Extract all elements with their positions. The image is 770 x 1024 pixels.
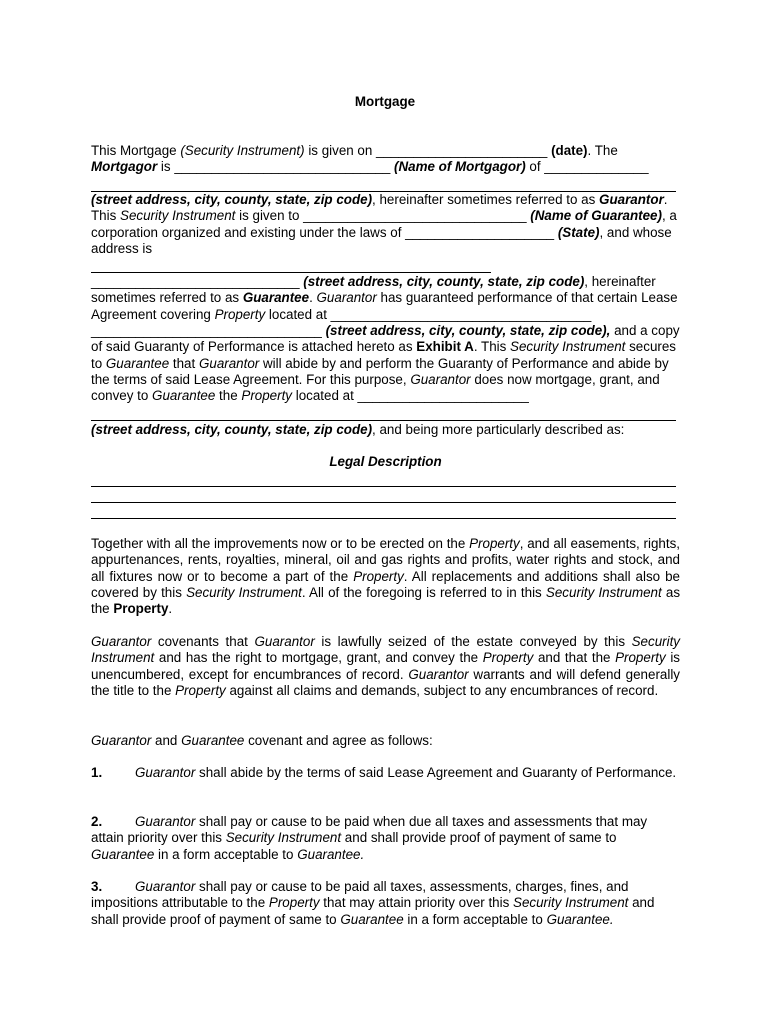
text-run: Guarantor xyxy=(254,634,315,649)
text-run: (street address, city, county, state, zip code) xyxy=(91,422,373,437)
legal-description-line xyxy=(91,518,676,519)
text-run: Property xyxy=(268,895,320,911)
text-run: Guarantee xyxy=(105,355,170,371)
exhibit-paragraph: _______________________________ (street address, city, county, state, zip code), and a copy of said Guaranty of Performance is attached hereto as Exhibit A. This Security Instrument secures to Guarantee that Guarantor will abide by and perform the Guaranty of Performance and abide by the terms of said Lease Agreement. For this purpose, Guarantor does now mortgage, grant, and convey to Guarantee the Property located at _______________________ xyxy=(91,323,680,404)
text-run: Guarantor xyxy=(91,634,152,649)
text-run: Guarantee xyxy=(152,388,216,404)
text-run: (Security Instrument) xyxy=(180,143,305,158)
text-run: (street address, city, county, state, zip code) xyxy=(91,192,373,207)
item-number: 3. xyxy=(91,879,103,894)
item-number: 1. xyxy=(91,765,103,780)
together-paragraph: Together with all the improvements now or to be erected on the Property, and all easements, rights, appurtenances, rents, royalties, mineral, oil and gas rights and profits, water rights and stock, and all fixtures now or to become a part of the Property. All replacements and additions shall also be covered by this Security Instrument. All of the foregoing is referred to in this Security Instrument as the Property. xyxy=(91,536,681,617)
text-run: (Name of Mortgagor) xyxy=(394,159,526,175)
text-run: Guarantor xyxy=(135,765,196,780)
text-run: Guarantee xyxy=(91,846,155,862)
agree-paragraph: Guarantor and Guarantee covenant and agree as follows: xyxy=(91,733,433,748)
text-run: Guarantee xyxy=(242,290,310,306)
text-run: Property xyxy=(469,536,520,551)
covenant-item-1: 1. Guarantor shall abide by the terms of said Lease Agreement and Guaranty of Performance. xyxy=(91,765,677,780)
text-run: (date) xyxy=(551,143,588,158)
text-run: Guarantor xyxy=(316,290,377,306)
text-run: Property xyxy=(482,650,534,666)
blank-line xyxy=(91,420,676,421)
text-run: Property xyxy=(615,650,666,666)
text-run: Guarantor xyxy=(91,733,152,748)
text-run: Guarantee. xyxy=(546,911,614,927)
text-run: Exhibit A xyxy=(416,339,474,355)
text-run: Guarantor xyxy=(198,355,260,371)
covenant-item-2: 2. Guarantor shall pay or cause to be paid when due all taxes and assessments that may attain priority over this Security Instrument and shall provide proof of payment of same to Guarantee in a form acceptable to Guarantee. xyxy=(91,814,648,862)
covenants-paragraph: Guarantor covenants that Guarantor is lawfully seized of the estate conveyed by this Security Instrument and has the right to mortgage, grant, and convey the Property and that the Property is unencumbered, except for encumbrances of record. Guarantor warrants and will defend generally the title to the Property against all claims and demands, subject to any encumbrances of record. xyxy=(91,634,680,698)
legal-description-line xyxy=(91,486,676,487)
blank-line xyxy=(91,272,491,273)
text-run: Guarantee. xyxy=(297,846,365,862)
text-run: Property xyxy=(214,306,266,322)
text-run: (street address, city, county, state, zip code) xyxy=(303,274,585,289)
text-run: Security Instrument xyxy=(513,895,629,911)
legal-description-line xyxy=(91,502,676,503)
legal-description-heading: Legal Description xyxy=(329,454,442,469)
text-run: (Name of Guarantee) xyxy=(530,208,662,224)
guarantee-paragraph: ____________________________ (street address, city, county, state, zip code), hereinafter sometimes referred to as Guarantee. Guarantor has guaranteed performance of that certain Lease Agreement covering Property located at ___________________________________ xyxy=(91,274,678,322)
address-paragraph: (street address, city, county, state, zip code), and being more particularly described as: xyxy=(91,422,625,437)
text-run: (State) xyxy=(557,224,600,240)
text-run: Security Instrument xyxy=(120,208,236,224)
text-run: Guarantee xyxy=(340,911,404,927)
text-run: Property xyxy=(113,601,169,617)
text-run: Security Instrument xyxy=(186,584,302,600)
text-run: Guarantor xyxy=(410,371,471,387)
text-run: Mortgagor xyxy=(91,159,158,175)
text-run: Property xyxy=(353,568,404,584)
text-run: Security Instrument xyxy=(91,634,680,666)
text-run: Property xyxy=(241,388,292,404)
text-run: Property xyxy=(175,682,226,698)
guarantor-paragraph: (street address, city, county, state, zip code), hereinafter sometimes referred to as Guarantor. This Security Instrument is given to ______________________________ (Name of Guarantee), a corporation organized and existing under the laws of ____________________ (State), and whose address is xyxy=(91,192,677,256)
intro-paragraph: This Mortgage (Security Instrument) is given on _______________________ (date). The Mortgagor is _____________________________ (Name of Mortgagor) of ______________ xyxy=(91,143,649,175)
text-run: (street address, city, county, state, zip code), xyxy=(325,323,611,338)
text-run: Security Instrument xyxy=(510,339,626,355)
text-run: Guarantor xyxy=(599,192,664,207)
text-run: Security Instrument xyxy=(545,584,662,600)
document-title: Mortgage xyxy=(354,94,416,109)
text-run: Guarantor xyxy=(135,814,196,829)
covenant-item-3: 3. Guarantor shall pay or cause to be paid all taxes, assessments, charges, fines, and impositions attributable to the Property that may attain priority over this Security Instrument and shall provide proof of payment of same to Guarantee in a form acceptable to Guarantee. xyxy=(91,879,655,927)
text-run: Guarantor xyxy=(408,666,469,682)
item-number: 2. xyxy=(91,814,103,829)
text-run: Security Instrument xyxy=(225,830,342,846)
text-run: Guarantor xyxy=(135,879,196,894)
text-run: Guarantee xyxy=(181,733,245,748)
